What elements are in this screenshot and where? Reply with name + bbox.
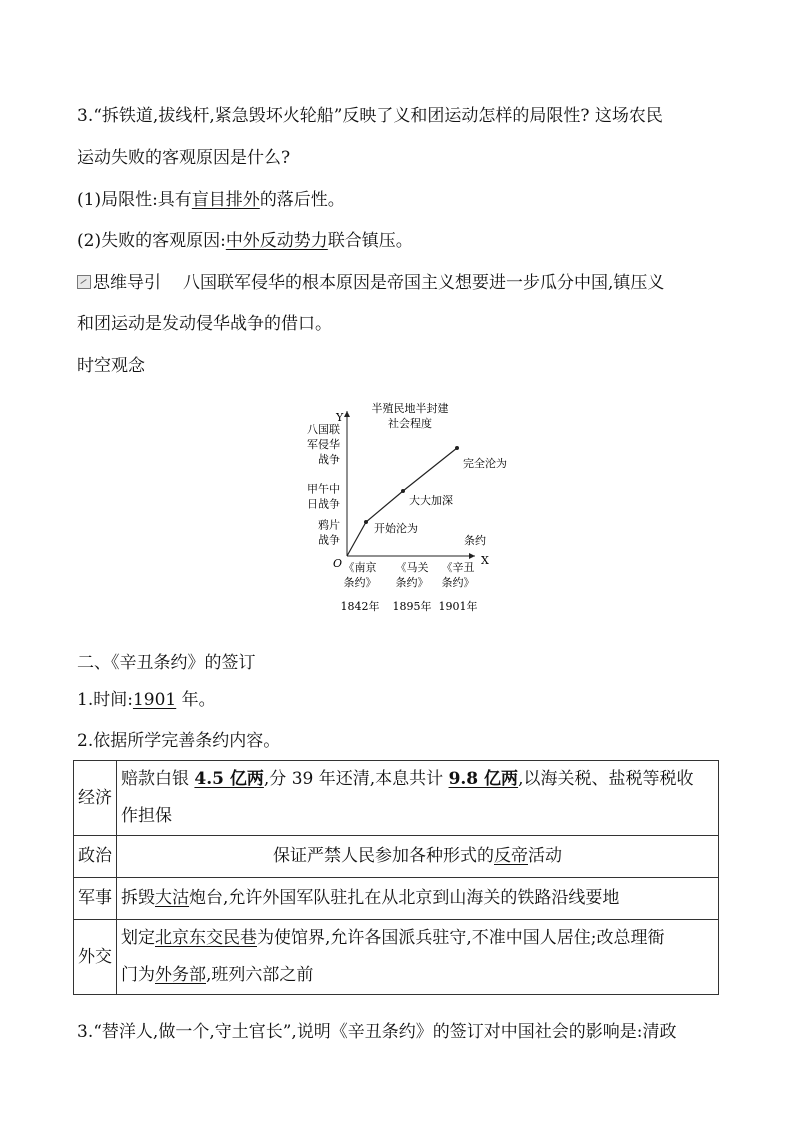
dip-t2: 为使馆界,允许各国派兵驻守,不准中国人居住;改总理衙 <box>257 928 665 948</box>
q3-a1-suffix: 的落后性。 <box>259 190 345 210</box>
x-year-label: 1842年 <box>340 600 380 613</box>
x-tick-label: 《辛丑 <box>441 561 475 574</box>
tip-line2: 和团运动是发动侵华战争的借口。 <box>77 314 332 334</box>
table-row-military <box>74 878 719 920</box>
econ-t2: ,分 39 年还清,本息共计 <box>263 769 449 789</box>
x-tick-label: 《南京 <box>343 561 377 574</box>
concept-title: 时空观念 <box>77 356 145 376</box>
q3-a2-prefix: (2)失败的客观原因: <box>77 231 226 251</box>
data-point <box>364 520 368 524</box>
x-year-label: 1901年 <box>438 600 478 613</box>
table-row-diplomacy <box>74 920 719 995</box>
econ-t3: ,以海关税、盐税等税收 <box>518 769 694 789</box>
data-point-label: 开始沦为 <box>374 522 418 535</box>
chart-title-line: 社会程度 <box>388 417 432 430</box>
q3-last: 3.“替洋人,做一个,守土官长”,说明《辛丑条约》的签订对中国社会的影响是:清政 <box>77 1022 677 1042</box>
data-point-label: 大大加深 <box>409 494 453 507</box>
q3-a2-answer: 中外反动势力 <box>225 231 328 251</box>
x-tick-label: 条约》 <box>343 576 377 589</box>
mil-t1: 拆毁 <box>121 888 155 908</box>
data-point-label: 完全沦为 <box>463 457 507 470</box>
content-politics <box>117 836 719 878</box>
x-year-label: 1895年 <box>392 600 432 613</box>
x-tick-label: 《马关 <box>395 561 429 574</box>
y-tick-label: 八国联 <box>307 423 340 436</box>
x-axis-label: X <box>481 554 489 567</box>
q3-line2: 运动失败的客观原因是什么? <box>77 148 291 168</box>
tip-line1 <box>77 263 741 304</box>
s2-q1 <box>77 680 741 721</box>
y-axis-arrow <box>344 411 350 417</box>
category-diplomacy: 外交 <box>74 920 117 995</box>
section2-heading: 二、《辛丑条约》的签订 <box>77 653 256 673</box>
econ-a1: 4.5 亿两 <box>194 769 264 789</box>
y-tick-label: 战争 <box>318 453 340 466</box>
dip-t1: 划定 <box>121 928 155 948</box>
s2-q1-suffix: 年。 <box>176 690 216 710</box>
chart-title-line: 半殖民地半封建 <box>371 402 449 415</box>
dip-a2: 外务部 <box>155 965 206 985</box>
treaty-table <box>73 760 719 995</box>
q3-a2-suffix: 联合镇压。 <box>327 231 413 251</box>
q3-a1-prefix: (1)局限性:具有 <box>77 190 192 210</box>
y-axis-label: Y <box>336 411 344 424</box>
y-tick-label: 军侵华 <box>307 438 340 451</box>
x-tick-label: 条约》 <box>395 576 429 589</box>
mil-a1: 大沽 <box>155 888 189 908</box>
econ-t4: 作担保 <box>121 806 172 826</box>
q3-answer-2 <box>77 221 741 262</box>
dip-t3: 门为 <box>121 965 155 985</box>
econ-t1: 赔款白银 <box>121 769 195 789</box>
tip-text1: 八国联军侵华的根本原因是帝国主义想要进一步瓜分中国,镇压义 <box>183 273 665 293</box>
s2-q1-prefix: 1.时间: <box>77 690 133 710</box>
q3-line1: 3.“拆铁道,拔线杆,紧急毁坏火轮船”反映了义和团运动怎样的局限性? 这场农民 <box>77 106 663 126</box>
x-tick-label: 条约》 <box>441 576 475 589</box>
x-caption: 条约 <box>464 534 486 547</box>
econ-a2: 9.8 亿两 <box>448 769 519 789</box>
category-economy: 经济 <box>74 761 117 836</box>
q3-a1-answer: 盲目排外 <box>191 190 260 210</box>
table-row-politics <box>74 836 719 878</box>
origin-label: O <box>333 557 343 570</box>
tip-label: 思维导引 <box>93 273 161 293</box>
y-tick-label: 甲午中 <box>307 482 340 496</box>
dip-a1: 北京东交民巷 <box>155 928 257 948</box>
content-economy <box>117 761 719 836</box>
y-tick-label: 战争 <box>318 533 340 547</box>
pol-a1: 反帝 <box>494 846 528 866</box>
s2-q1-answer: 1901 <box>132 690 177 710</box>
mil-t2: 炮台,允许外国军队驻扎在从北京到山海关的铁路沿线要地 <box>189 888 620 908</box>
pol-t2: 活动 <box>528 846 562 866</box>
y-tick-label: 鸦片 <box>318 518 340 532</box>
content-military <box>117 878 719 920</box>
semi-colonial-chart <box>290 393 530 623</box>
data-point <box>401 489 405 493</box>
category-politics: 政治 <box>74 836 117 878</box>
pencil-icon <box>77 275 91 289</box>
content-diplomacy <box>117 920 719 995</box>
dip-t4: ,班列六部之前 <box>206 965 314 985</box>
pol-t1: 保证严禁人民参加各种形式的 <box>273 846 494 866</box>
s2-q2: 2.依据所学完善条约内容。 <box>77 731 281 751</box>
x-axis-arrow <box>469 553 475 559</box>
table-row-economy <box>74 761 719 836</box>
category-military: 军事 <box>74 878 117 920</box>
data-point <box>455 446 459 450</box>
q3-answer-1 <box>77 180 741 221</box>
y-tick-label: 日战争 <box>307 497 340 511</box>
